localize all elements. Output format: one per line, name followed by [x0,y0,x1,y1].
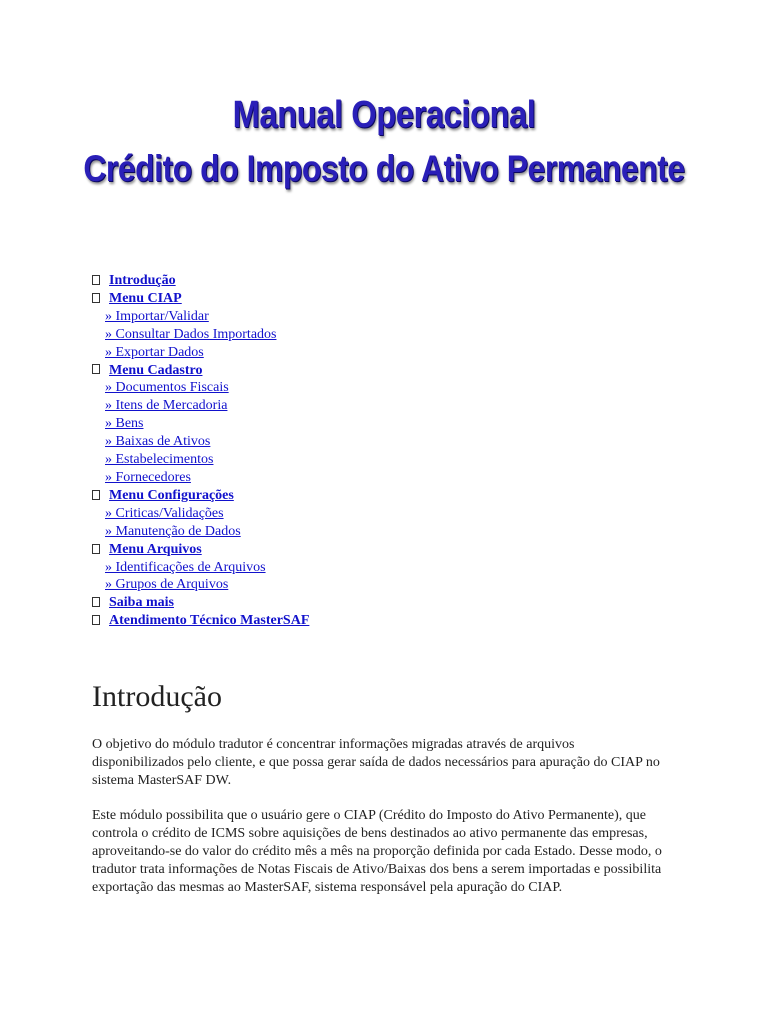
toc-link-menu-arquivos[interactable]: Menu Arquivos [109,541,202,557]
toc-subitem-baixas-ativos [92,433,309,451]
bullet-box-icon [92,615,100,625]
section-title: Introdução [92,680,222,713]
toc-link-grupos-arquivos[interactable]: » Grupos de Arquivos [105,577,229,593]
toc-subitem-exportar-dados [92,344,309,362]
toc-item-menu-arquivos [92,541,309,559]
intro-paragraph-1: O objetivo do módulo tradutor é concentrar informações migradas através de arquivos disponibilizados pelo cliente, e que possa gerar saída de dados necessários para apuração do CIAP no sistema MasterSAF DW. [92,737,660,788]
toc-subitem-consultar-dados [92,326,309,344]
toc-link-exportar-dados[interactable]: » Exportar Dados [105,344,204,360]
intro-paragraph-2: Este módulo possibilita que o usuário gere o CIAP (Crédito do Imposto do Ativo Permanente), que controla o crédito de ICMS sobre aquisições de bens destinados ao ativo permanente das empresas, aproveitando-se do valor do crédito mês a mês na proporção definida por cada Estado. Desse modo, o tradutor trata informações de Notas Fiscais de Ativo/Baixas dos bens a serem importadas e possibilita exportação das mesmas ao MasterSAF, sistema responsável pela apuração do CIAP. [92,808,662,895]
toc-link-introducao[interactable]: Introdução [109,273,176,288]
toc-link-manutencao-dados[interactable]: » Manutenção de Dados [105,523,241,539]
toc-item-menu-cadastro [92,362,309,380]
toc-subitem-manutencao-dados [92,523,309,541]
toc-link-identificacoes-arquivos[interactable]: » Identificações de Arquivos [105,559,266,575]
toc-subitem-documentos-fiscais [92,379,309,397]
toc-link-documentos-fiscais[interactable]: » Documentos Fiscais [105,380,229,396]
toc-link-itens-mercadoria[interactable]: » Itens de Mercadoria [105,398,228,414]
toc-item-atendimento-tecnico [92,612,309,630]
toc-link-consultar-dados[interactable]: » Consultar Dados Importados [105,326,277,342]
toc-item-menu-configuracoes [92,487,309,505]
toc-link-menu-cadastro[interactable]: Menu Cadastro [109,362,203,378]
toc-link-importar-validar[interactable]: » Importar/Validar [105,308,209,324]
toc-subitem-identificacoes-arquivos [92,559,309,577]
bullet-box-icon [92,597,100,607]
toc-subitem-importar-validar [92,308,309,326]
title-banner [0,88,768,196]
toc-subitem-fornecedores [92,469,309,487]
toc-link-menu-configuracoes[interactable]: Menu Configurações [109,487,234,503]
toc-link-saiba-mais[interactable]: Saiba mais [109,595,174,611]
toc-subitem-estabelecimentos [92,451,309,469]
bullet-box-icon [92,490,100,500]
banner-title-line2: Crédito do Imposto do Ativo Permanente [83,148,685,189]
toc-link-estabelecimentos[interactable]: » Estabelecimentos [105,452,214,468]
banner-title-line1: Manual Operacional [232,94,536,136]
toc-item-menu-ciap [92,290,309,308]
toc-link-criticas-validacoes[interactable]: » Criticas/Validações [105,505,224,521]
toc-item-introducao [92,272,309,290]
toc-subitem-bens [92,415,309,433]
toc-subitem-criticas-validacoes [92,505,309,523]
bullet-box-icon [92,275,100,285]
toc-link-fornecedores[interactable]: » Fornecedores [105,469,191,485]
bullet-box-icon [92,293,100,303]
toc-link-menu-ciap[interactable]: Menu CIAP [109,290,182,306]
toc-link-baixas-ativos[interactable]: » Baixas de Ativos [105,434,211,450]
bullet-box-icon [92,544,100,554]
table-of-contents [92,272,309,630]
toc-subitem-grupos-arquivos [92,576,309,594]
toc-item-saiba-mais [92,594,309,612]
bullet-box-icon [92,364,100,374]
toc-link-bens[interactable]: » Bens [105,416,144,432]
toc-link-atendimento-tecnico[interactable]: Atendimento Técnico MasterSAF [109,613,310,629]
toc-subitem-itens-mercadoria [92,397,309,415]
